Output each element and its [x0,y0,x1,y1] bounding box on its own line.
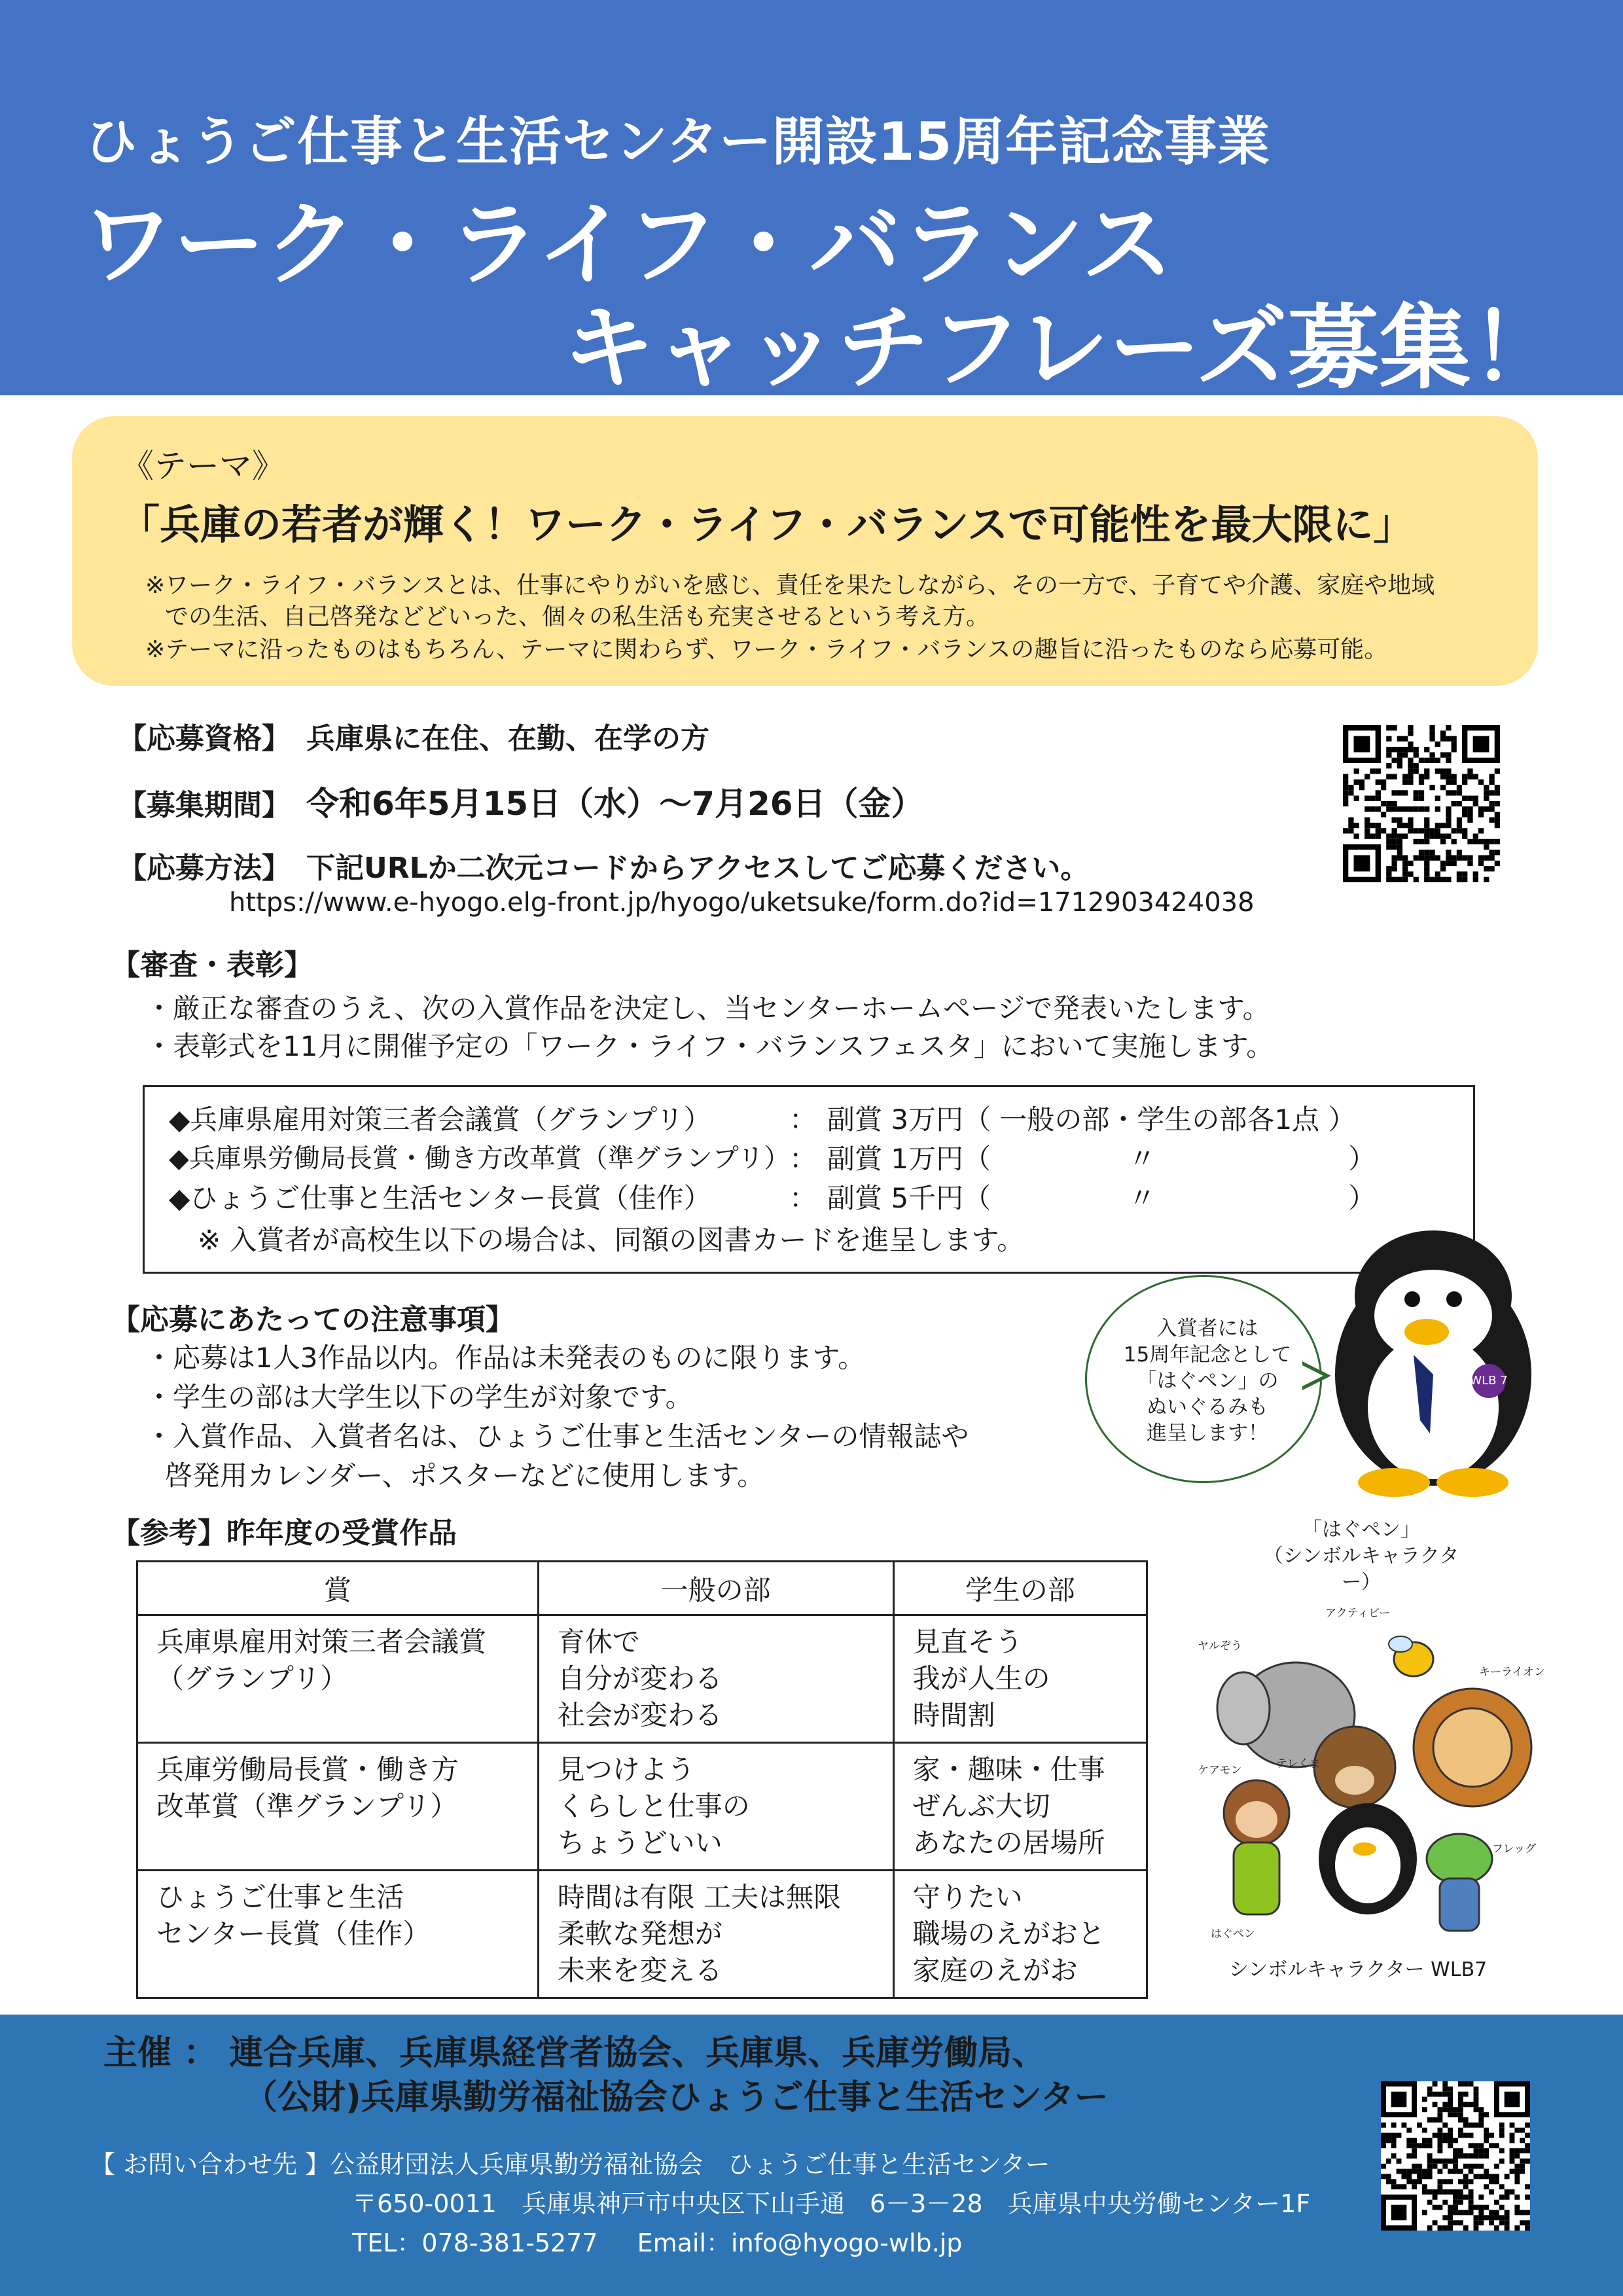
notes-title: 【応募にあたっての注意事項】 [111,1303,514,1336]
prize-award-1: 副賞 3万円（ 一般の部・学生の部各1点 ） [827,1103,1356,1136]
table-header-general: 一般の部 [538,1562,893,1615]
theme-main: 「兵庫の若者が輝く！ワーク・ライフ・バランスで可能性を最大限に」 [119,501,1414,548]
eligibility-label: 【応募資格】 [118,722,291,755]
penguin-plush-image [1315,1224,1551,1499]
prize-award-3: 副賞 5千円（ 〃 ） [827,1182,1376,1214]
prize-award-2: 副賞 1万円（ 〃 ） [827,1143,1376,1175]
char-label-caremon: ケアモン [1198,1764,1242,1777]
reference-table [136,1560,1148,1999]
contact-line-1: 【 お問い合わせ先 】公益財団法人兵庫県勤労福祉協会 ひょうご仕事と生活センター [90,2150,1050,2179]
prize-name-1: ◆兵庫県雇用対策三者会議賞（グランプリ） [169,1103,711,1136]
table-cell-general: 育休で 自分が変わる 社会が変わる [538,1615,893,1743]
theme-note-3: ※テーマに沿ったものはもちろん、テーマに関わらず、ワーク・ライフ・バランスの趣旨に沿ったものなら応募可能。 [145,636,1388,663]
table-cell-student: 見直そう 我が人生の 時間割 [893,1615,1147,1743]
eligibility-value: 兵庫県に在住、在勤、在学の方 [306,722,709,755]
period-value: 令和6年5月15日（水）～7月26日（金） [306,785,924,823]
eligibility-row [118,715,709,757]
method-row [118,844,1089,886]
theme-label: 《テーマ》 [121,447,285,485]
prize-sep-2: ： [789,1143,817,1175]
prize-name-3: ◆ひょうご仕事と生活センター長賞（佳作） [169,1182,711,1214]
notes-line-4: 啓発用カレンダー、ポスターなどに使用します。 [165,1460,765,1492]
method-value: 下記URLか二次元コードからアクセスしてご応募ください。 [306,852,1090,885]
method-label: 【応募方法】 [118,852,291,885]
char-label-keylion: キーライオン [1479,1666,1545,1679]
application-url-link[interactable]: https://www.e-hyogo.elg-front.jp/hyogo/uketsuke/form.do?id=1712903424038 [229,888,1255,918]
table-header-row [137,1562,1147,1615]
review-title: 【審査・表彰】 [111,948,313,982]
penguin-badge: WLB 7 [1470,1374,1508,1388]
prize-note: ※ 入賞者が高校生以下の場合は、同額の図書カードを進呈します。 [198,1224,1025,1256]
characters-caption: シンボルキャラクター WLB7 [1229,1958,1488,1981]
char-label-yaruzo: ヤルぞう [1198,1640,1242,1653]
review-line-2: ・表彰式を11月に開催予定の「ワーク・ライフ・バランスフェスタ」において実施します。 [145,1030,1274,1062]
char-label-activee: アクティビー [1325,1607,1391,1620]
period-label: 【募集期間】 [118,789,291,822]
table-row [137,1871,1147,1998]
penguin-caption: 「はぐペン」 （シンボルキャラクター） [1263,1518,1459,1594]
table-cell-general: 見つけよう くらしと仕事の ちょうどいい [538,1743,893,1871]
table-cell-general: 時間は有限 工夫は無限 柔軟な発想が 未来を変える [538,1871,893,1998]
contact-email-link[interactable]: Email：info@hyogo-wlb.jp [637,2229,963,2257]
theme-note-1: ※ワーク・ライフ・バランスとは、仕事にやりがいを感じ、責任を果たしながら、その一方で、子育てや介護、家庭や地域 [145,572,1435,599]
table-cell-student: 守りたい 職場のえがおと 家庭のえがお [893,1871,1147,1998]
notes-line-1: ・応募は1人3作品以内。作品は未発表のものに限ります。 [145,1342,866,1374]
table-row [137,1743,1147,1871]
organizer-line-1: 主催 ： 連合兵庫、兵庫県経営者協会、兵庫県、兵庫労働局、 [103,2034,1046,2073]
reference-title: 【参考】昨年度の受賞作品 [111,1516,457,1550]
prize-sep-1: ： [789,1103,817,1136]
header-title-line1: ワーク・ライフ・バランス [82,192,1173,298]
symbol-characters-image [1198,1597,1551,1950]
table-row [137,1615,1147,1743]
table-cell-student: 家・趣味・仕事 ぜんぶ大切 あなたの居場所 [893,1743,1147,1871]
contact-address: 〒650-0011 兵庫県神戸市中央区下山手通 6－3－28 兵庫県中央労働センター1F [352,2189,1311,2218]
qr-code-footer[interactable] [1381,2081,1530,2231]
qr-code-application[interactable] [1343,725,1500,882]
notes-line-2: ・学生の部は大学生以下の学生が対象です。 [145,1381,693,1413]
review-line-1: ・厳正な審査のうえ、次の入賞作品を決定し、当センターホームページで発表いたします。 [145,992,1270,1024]
period-row [118,778,924,825]
table-cell-award: 兵庫県雇用対策三者会議賞 （グランプリ） [137,1615,539,1743]
header-title-line2: キャッチフレーズ募集！ [563,295,1563,402]
table-cell-award: 兵庫労働局長賞・働き方 改革賞（準グランプリ） [137,1743,539,1871]
table-cell-award: ひょうご仕事と生活 センター長賞（佳作） [137,1871,539,1998]
speech-bubble-text: 入賞者には 15周年記念として 「はぐペン」の ぬいぐるみも 進呈します！ [1123,1317,1292,1445]
prize-name-2: ◆兵庫県労働局長賞・働き方改革賞（準グランプリ） [169,1143,791,1174]
prize-sep-3: ： [789,1182,817,1214]
contact-tel: TEL：078-381-5277 [352,2229,598,2257]
table-header-award: 賞 [137,1562,539,1615]
header-subtitle: ひょうご仕事と生活センター開設15周年記念事業 [85,111,1271,172]
theme-note-2: での生活、自己啓発などどいった、個々の私生活も充実させるという考え方。 [165,603,990,630]
notes-line-3: ・入賞作品、入賞者名は、ひょうご仕事と生活センターの情報誌や [145,1420,969,1452]
table-header-student: 学生の部 [893,1562,1147,1615]
contact-phone-email [352,2223,962,2259]
char-label-terekuma: テレくま [1276,1757,1321,1770]
char-label-freg: フレッグ [1492,1842,1537,1856]
char-label-hagupen: はぐペン [1211,1928,1255,1941]
organizer-line-2: （公財)兵庫県勤労福祉協会ひょうご仕事と生活センター [243,2078,1109,2117]
